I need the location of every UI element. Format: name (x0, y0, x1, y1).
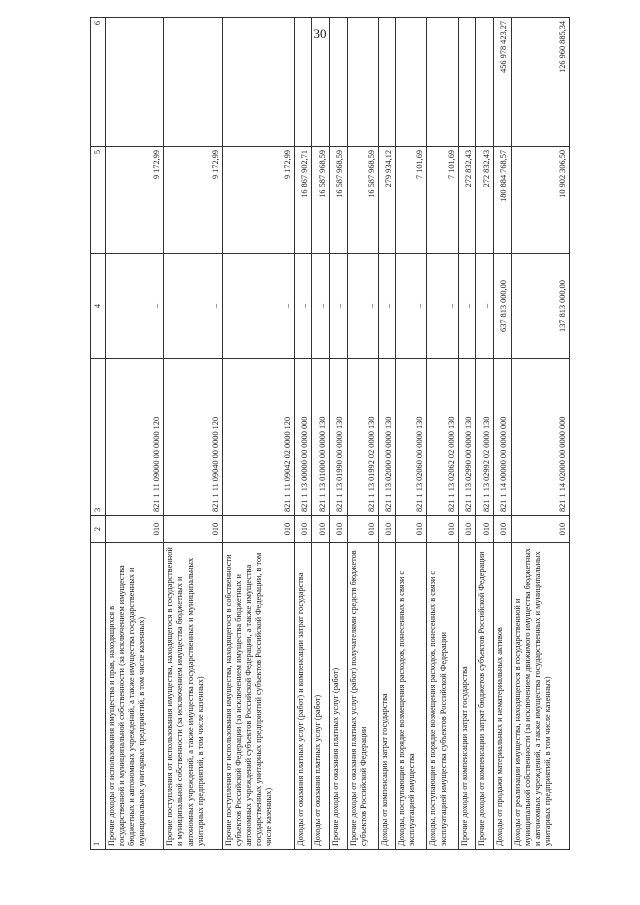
row-approved: – (294, 254, 312, 359)
table-row (458, 18, 476, 850)
row-line-code: 010 (294, 516, 312, 543)
row-line-code: 010 (476, 516, 494, 543)
row-budget-code: 821 1 14 02000 00 0000 000 (511, 359, 570, 516)
col-header-unexecuted: 6 (91, 18, 106, 147)
row-unexecuted (164, 18, 222, 147)
row-approved: – (378, 254, 396, 359)
row-line-code: 010 (312, 516, 330, 543)
row-name: Доходы, поступающие в порядке возмещения расходов, понесенных в связи с эксплуатацией имущества (396, 543, 427, 850)
row-name: Доходы от реализации имущества, находящегося в государственной и муниципальной собственности (за исключением движимого имущества бюджетных и автономных учреждений, а также имущества государственных и муниципальных унитарных предприятий, в том числе казенных) (511, 543, 570, 850)
row-approved: – (427, 254, 458, 359)
table-row (347, 18, 378, 850)
table-row (378, 18, 396, 850)
row-name: Доходы от оказания платных услуг (работ) и компенсации затрат государства (294, 543, 312, 850)
row-line-code: 010 (458, 516, 476, 543)
table-row (164, 18, 222, 850)
row-approved: – (396, 254, 427, 359)
row-executed: 180 884 768,57 (493, 147, 511, 254)
table-header-row (91, 18, 106, 850)
row-unexecuted (427, 18, 458, 147)
col-header-approved: 4 (91, 254, 106, 359)
row-approved: – (222, 254, 294, 359)
row-unexecuted (222, 18, 294, 147)
row-line-code: 010 (378, 516, 396, 543)
row-budget-code: 821 1 13 02992 02 0000 130 (476, 359, 494, 516)
row-budget-code: 821 1 13 02000 00 0000 130 (378, 359, 396, 516)
row-budget-code: 821 1 13 01000 00 0000 130 (312, 359, 330, 516)
row-executed: 16 587 968,59 (329, 147, 347, 254)
table-row (329, 18, 347, 850)
rotated-table-container (90, 21, 570, 850)
col-header-line: 2 (91, 516, 106, 543)
row-unexecuted (312, 18, 330, 147)
table-row (493, 18, 511, 850)
row-name: Доходы от продажи материальных и нематериальных активов (493, 543, 511, 850)
row-budget-code: 821 1 11 09000 00 0000 120 (106, 359, 164, 516)
col-header-name: 1 (91, 543, 106, 850)
row-executed: 16 587 968,59 (312, 147, 330, 254)
row-executed: 16 587 968,59 (347, 147, 378, 254)
row-approved: – (164, 254, 222, 359)
row-approved: – (458, 254, 476, 359)
table-row (476, 18, 494, 850)
row-unexecuted (294, 18, 312, 147)
row-line-code: 010 (329, 516, 347, 543)
row-executed: 16 867 902,71 (294, 147, 312, 254)
row-executed: 272 832,43 (476, 147, 494, 254)
row-line-code: 010 (396, 516, 427, 543)
row-budget-code: 821 1 14 00000 00 0000 000 (493, 359, 511, 516)
row-executed: 7 101,69 (396, 147, 427, 254)
row-name: Доходы от оказания платных услуг (работ) (312, 543, 330, 850)
row-budget-code: 821 1 13 00000 00 0000 000 (294, 359, 312, 516)
row-approved: – (106, 254, 164, 359)
row-line-code: 010 (222, 516, 294, 543)
row-executed: 279 934,12 (378, 147, 396, 254)
row-approved: – (329, 254, 347, 359)
row-unexecuted (476, 18, 494, 147)
page-number: 30 (313, 26, 327, 41)
row-name: Прочие поступления от использования имущества, находящегося в собственности субъектов Российской Федерации (за исключением имущества бюджетных и автономных учреждений субъектов Российской Федерации, а также имущества государственных унитарных предприятий субъектов Российской Федерации, в том числе казенных) (222, 543, 294, 850)
row-executed: 9 172,99 (222, 147, 294, 254)
row-approved: – (476, 254, 494, 359)
row-unexecuted: 126 960 885,34 (511, 18, 570, 147)
table-row (222, 18, 294, 850)
table-row (427, 18, 458, 850)
row-approved: – (347, 254, 378, 359)
row-executed: 7 101,69 (427, 147, 458, 254)
row-executed: 9 172,99 (164, 147, 222, 254)
col-header-executed: 5 (91, 147, 106, 254)
row-unexecuted: 456 978 423,27 (493, 18, 511, 147)
row-line-code: 010 (511, 516, 570, 543)
row-budget-code: 821 1 13 02060 00 0000 130 (396, 359, 427, 516)
row-name: Прочие доходы от оказания платных услуг (работ) получателями средств бюджетов субъектов Российской Федерации (347, 543, 378, 850)
row-unexecuted (396, 18, 427, 147)
table-row (294, 18, 312, 850)
row-line-code: 010 (106, 516, 164, 543)
report-table (90, 17, 570, 850)
row-name: Прочие доходы от компенсации затрат государства (458, 543, 476, 850)
row-line-code: 010 (347, 516, 378, 543)
row-unexecuted (378, 18, 396, 147)
row-approved: 137 813 000,00 (511, 254, 570, 359)
row-unexecuted (347, 18, 378, 147)
row-unexecuted (458, 18, 476, 147)
row-budget-code: 821 1 13 01992 02 0000 130 (347, 359, 378, 516)
table-row (511, 18, 570, 850)
row-budget-code: 821 1 13 01990 00 0000 130 (329, 359, 347, 516)
row-executed: 10 902 306,50 (511, 147, 570, 254)
row-line-code: 010 (427, 516, 458, 543)
row-name: Прочие доходы от компенсации затрат бюджетов субъектов Российской Федерации (476, 543, 494, 850)
table-row (106, 18, 164, 850)
col-header-code: 3 (91, 359, 106, 516)
row-name: Прочие доходы от оказания платных услуг (работ) (329, 543, 347, 850)
row-executed: 9 172,99 (106, 147, 164, 254)
row-budget-code: 821 1 11 09040 00 0000 120 (164, 359, 222, 516)
row-name: Доходы, поступающие в порядке возмещения расходов, понесенных в связи с эксплуатацией имущества субъектов Российской Федерации (427, 543, 458, 850)
row-budget-code: 821 1 13 02062 02 0000 130 (427, 359, 458, 516)
row-line-code: 010 (164, 516, 222, 543)
table-row (396, 18, 427, 850)
row-line-code: 010 (493, 516, 511, 543)
row-name: Доходы от компенсации затрат государства (378, 543, 396, 850)
row-approved: – (312, 254, 330, 359)
row-unexecuted (106, 18, 164, 147)
row-name: Прочие поступления от использования имущества, находящегося в государственной и муниципальной собственности (за исключением имущества бюджетных и автономных учреждений, а также имущества государственных и муниципальных унитарных предприятий, в том числе казенных) (164, 543, 222, 850)
table-row (312, 18, 330, 850)
row-budget-code: 821 1 13 02990 00 0000 130 (458, 359, 476, 516)
row-name: Прочие доходы от использования имущества и прав, находящихся в государственной и муниципальной собственности (за исключением имущества бюджетных и автономных учреждений, а также имущества государственных и муниципальных унитарных предприятий, в том числе казенных) (106, 543, 164, 850)
row-approved: 637 813 000,00 (493, 254, 511, 359)
row-unexecuted (329, 18, 347, 147)
row-executed: 272 832,43 (458, 147, 476, 254)
row-budget-code: 821 1 11 09042 02 0000 120 (222, 359, 294, 516)
